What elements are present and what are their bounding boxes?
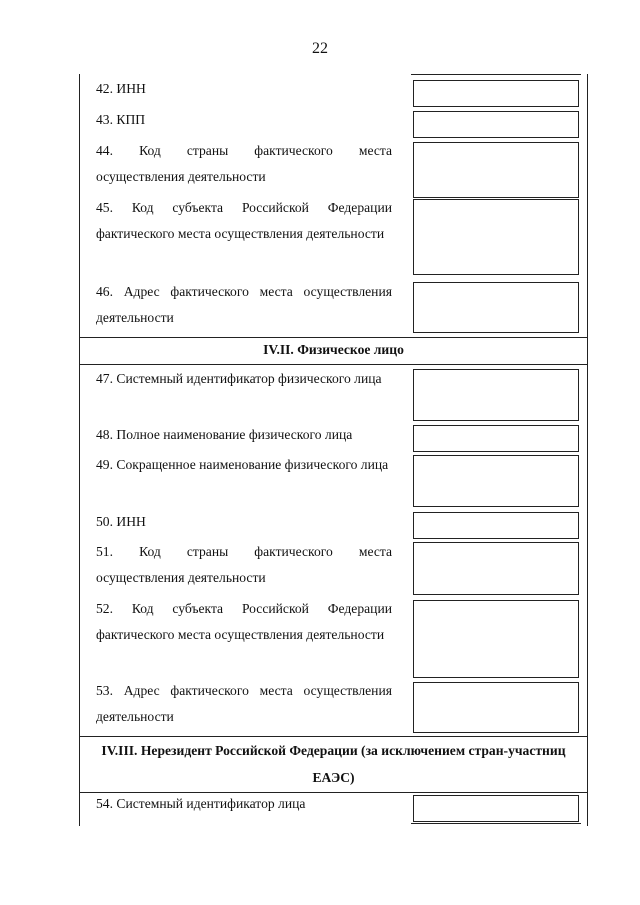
field-value-box-43[interactable] <box>413 111 579 138</box>
field-label-53: 53. Адрес фактического места осуществления деятельности <box>96 683 392 724</box>
section-header-nonresident: IV.III. Нерезидент Российской Федерации (за исключением стран-участниц ЕАЭС) <box>79 736 588 793</box>
field-value-box-44[interactable] <box>413 142 579 198</box>
value-column-top-rule <box>411 74 581 75</box>
field-label-47: 47. Системный идентификатор физического лица <box>96 371 382 386</box>
field-value-box-49[interactable] <box>413 455 579 507</box>
field-label-42: 42. ИНН <box>96 81 146 96</box>
field-label-48: 48. Полное наименование физического лица <box>96 427 353 442</box>
field-value-box-46[interactable] <box>413 282 579 333</box>
field-label-45: 45. Код субъекта Российской Федерации фактического места осуществления деятельности <box>96 200 392 241</box>
field-value-box-52[interactable] <box>413 600 579 678</box>
field-value-box-51[interactable] <box>413 542 579 595</box>
value-column-bottom-rule <box>411 823 581 824</box>
field-value-box-48[interactable] <box>413 425 579 452</box>
field-value-box-53[interactable] <box>413 682 579 733</box>
table-right-border <box>587 74 588 826</box>
field-label-54: 54. Системный идентификатор лица <box>96 796 306 811</box>
field-value-box-45[interactable] <box>413 199 579 275</box>
field-value-box-54[interactable] <box>413 795 579 822</box>
field-value-box-47[interactable] <box>413 369 579 421</box>
field-value-box-42[interactable] <box>413 80 579 107</box>
page-number: 22 <box>312 40 328 57</box>
table-left-border <box>79 74 80 826</box>
field-value-box-50[interactable] <box>413 512 579 539</box>
field-label-44: 44. Код страны фактического места осуществления деятельности <box>96 143 392 184</box>
field-label-49: 49. Сокращенное наименование физического лица <box>96 457 389 472</box>
field-label-51: 51. Код страны фактического места осуществления деятельности <box>96 544 392 585</box>
field-label-46: 46. Адрес фактического места осуществления деятельности <box>96 284 392 325</box>
field-label-52: 52. Код субъекта Российской Федерации фактического места осуществления деятельности <box>96 601 392 642</box>
field-label-50: 50. ИНН <box>96 514 146 529</box>
field-label-43: 43. КПП <box>96 112 146 127</box>
section-header-individual: IV.II. Физическое лицо <box>79 337 588 365</box>
